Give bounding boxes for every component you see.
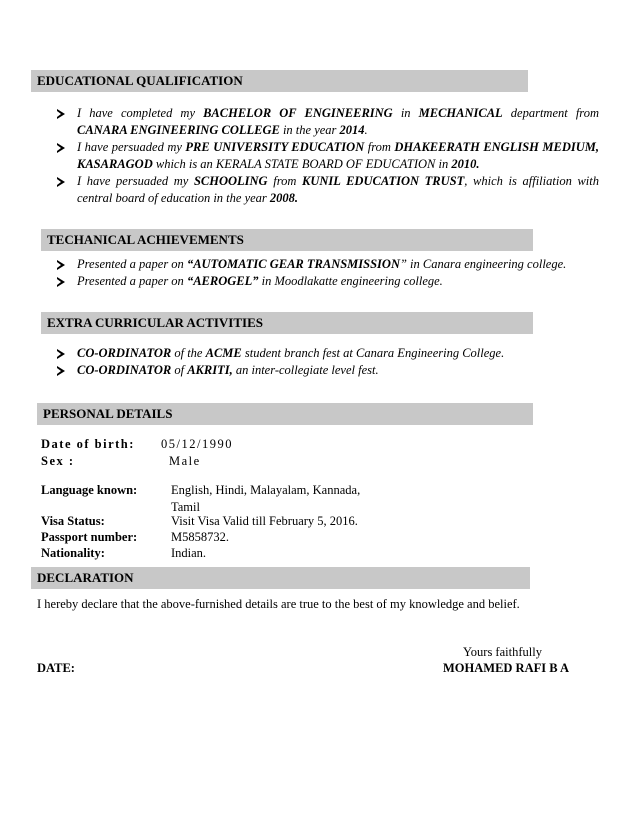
nationality-label: Nationality:	[41, 546, 105, 560]
sex-label: Sex :	[41, 454, 75, 468]
education-item-puc: I have persuaded my PRE UNIVERSITY EDUCATION from DHAKEERATH ENGLISH MEDIUM, KASARAGOD which is an KERALA STATE BOARD OF EDUCATION in 2010.	[57, 139, 599, 173]
extra-list	[57, 345, 599, 379]
arrow-bullet-icon	[57, 177, 65, 187]
arrow-bullet-icon	[57, 366, 65, 376]
technical-list	[57, 256, 599, 290]
dob-label: Date of birth:	[41, 437, 135, 451]
education-section-header	[31, 70, 528, 92]
visa-label: Visa Status:	[41, 514, 105, 528]
passport-value: M5858732.	[171, 530, 229, 544]
signatory-name: MOHAMED RAFI B A	[443, 661, 570, 675]
nationality-value: Indian.	[171, 546, 207, 560]
arrow-bullet-icon	[57, 109, 65, 119]
extra-section-header	[41, 312, 533, 334]
arrow-bullet-icon	[57, 277, 65, 287]
dob-value: 05/12/1990	[161, 437, 233, 451]
arrow-bullet-icon	[57, 260, 65, 270]
education-list	[57, 105, 599, 207]
technical-item-gear: Presented a paper on “AUTOMATIC GEAR TRANSMISSION” in Canara engineering college.	[57, 256, 599, 273]
education-section-title: EDUCATIONAL QUALIFICATION	[37, 73, 243, 88]
technical-item-aerogel: Presented a paper on “AEROGEL” in Moodlakatte engineering college.	[57, 273, 599, 290]
language-value: English, Hindi, Malayalam, Kannada,	[171, 483, 361, 497]
technical-section-title: TECHANICAL ACHIEVEMENTS	[47, 232, 244, 247]
extra-item-akriti: CO-ORDINATOR of AKRITI, an inter-collegiate level fest.	[57, 362, 599, 379]
date-label: DATE:	[37, 661, 75, 675]
arrow-bullet-icon	[57, 143, 65, 153]
education-item-be: I have completed my BACHELOR OF ENGINEERING in MECHANICAL department from CANARA ENGINEERING COLLEGE in the year 2014.	[57, 105, 599, 139]
education-item-school: I have persuaded my SCHOOLING from KUNIL EDUCATION TRUST, which is affiliation with central board of education in the year 2008.	[57, 173, 599, 207]
personal-section-title: PERSONAL DETAILS	[43, 406, 173, 421]
arrow-bullet-icon	[57, 349, 65, 359]
closing-text: Yours faithfully	[463, 645, 542, 659]
visa-value: Visit Visa Valid till February 5, 2016.	[171, 514, 358, 528]
extra-item-acme: CO-ORDINATOR of the ACME student branch fest at Canara Engineering College.	[57, 345, 599, 362]
language-value-line2: Tamil	[171, 500, 200, 514]
language-label: Language known:	[41, 483, 138, 497]
declaration-section-title: DECLARATION	[37, 570, 134, 585]
extra-section-title: EXTRA CURRICULAR ACTIVITIES	[47, 315, 263, 330]
declaration-text: I hereby declare that the above-furnished details are true to the best of my knowledge and belief.	[37, 597, 520, 611]
passport-label: Passport number:	[41, 530, 138, 544]
declaration-section-header	[31, 567, 530, 589]
personal-section-header	[37, 403, 533, 425]
technical-section-header	[41, 229, 533, 251]
sex-value: Male	[169, 454, 201, 468]
